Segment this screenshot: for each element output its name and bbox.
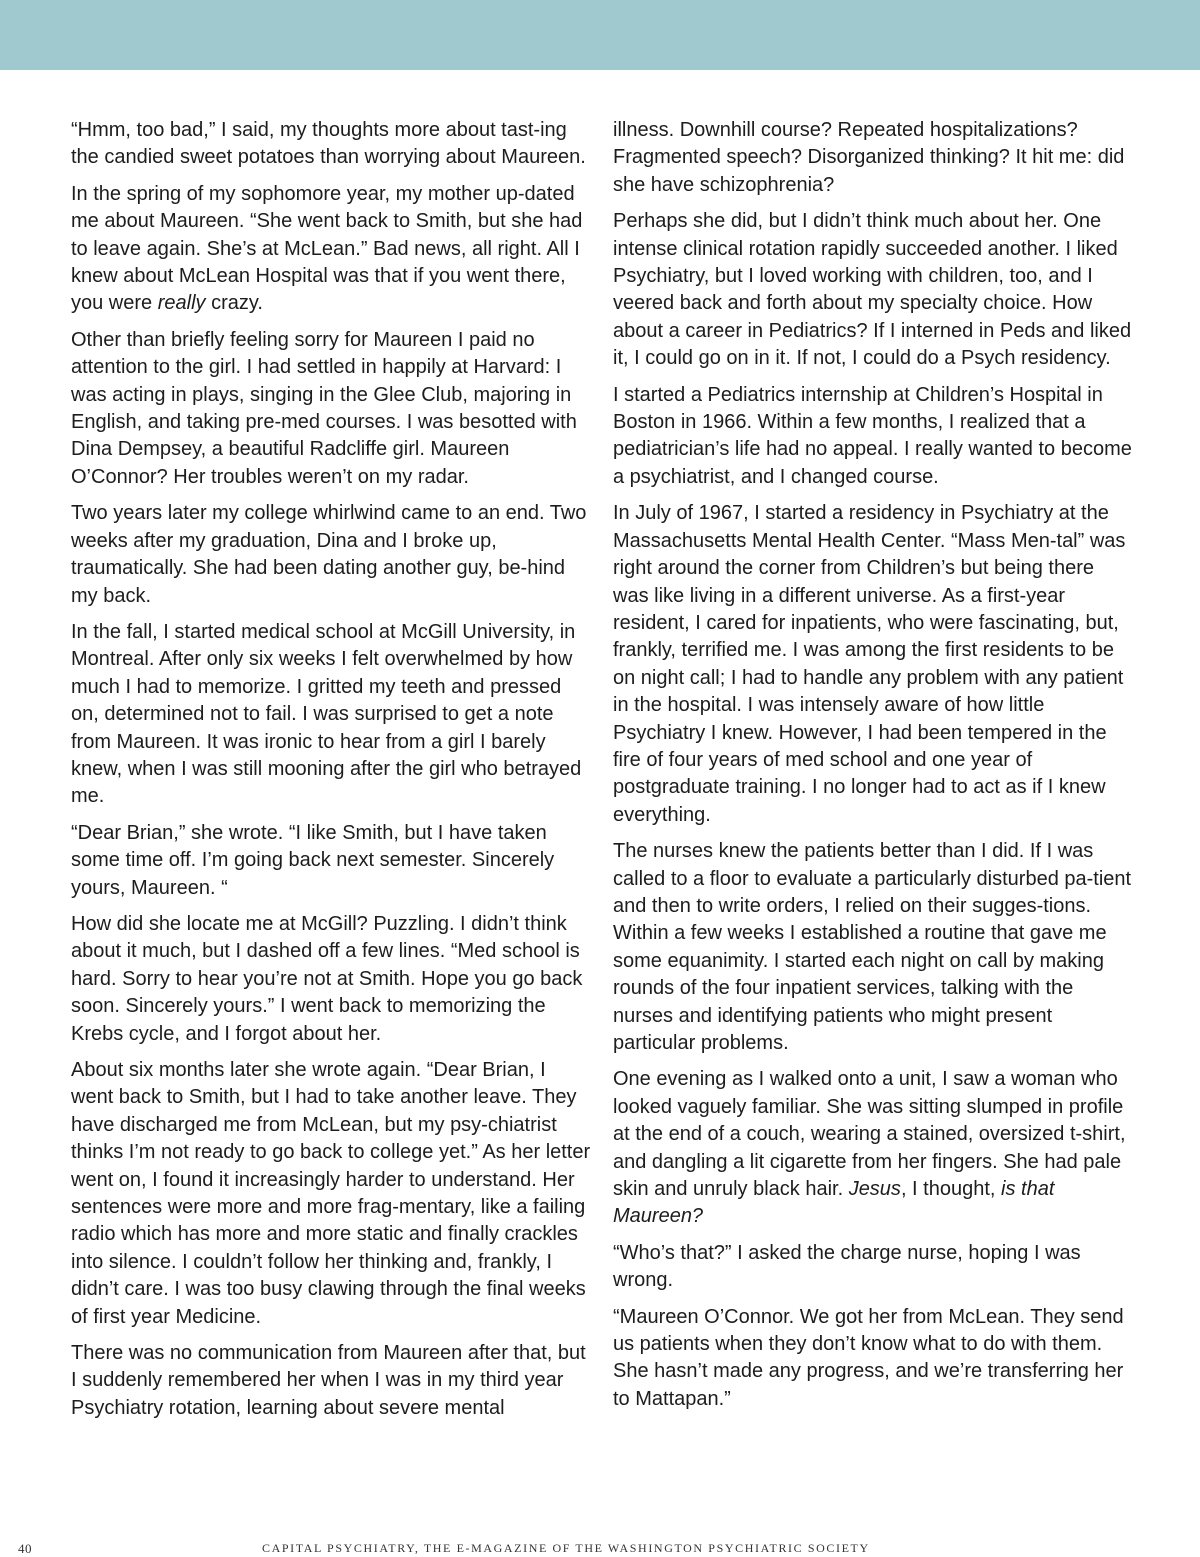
paragraph: In July of 1967, I started a residency in Psychiatry at the Massachusetts Mental Health Center. “Mass Men-tal” was right around the corner from Children’s but being there was like living in a different universe. As a first-year resident, I cared for inpatients, who were fascinating, but, frankly, terrified me. I was among the first residents to be on night call; I had to handle any problem with any patient in the hospital. I was intensely aware of how little Psychiatry I knew. However, I had been tempered in the fire of four years of med school and one year of postgraduate training. I no longer had to act as if I knew everything.: [613, 502, 1126, 826]
paragraph: [613, 1066, 1133, 1230]
paragraph: Other than briefly feeling sorry for Maureen I paid no attention to the girl. I had settled in happily at Harvard: I was acting in plays, singing in the Glee Club, majoring in English, and taking pre-med courses. I was besotted with Dina Dempsey, a beautiful Radcliffe girl. Maureen O’Connor? Her troubles weren’t on my radar.: [71, 328, 577, 488]
article-column-right: [613, 117, 1133, 1422]
paragraph: “Who’s that?” I asked the charge nurse, hoping I was wrong.: [613, 1241, 1081, 1292]
paragraph: “Hmm, too bad,” I said, my thoughts more about tast-ing the candied sweet potatoes than worrying about Maureen.: [71, 119, 586, 169]
header-color-band: [0, 0, 1200, 70]
page-number: 40: [18, 1541, 32, 1556]
article-column-left: [71, 117, 593, 1431]
paragraph: About six months later she wrote again. “Dear Brian, I went back to Smith, but I had to take another leave. They have discharged me from McLean, but my psy-chiatrist thinks I’m not ready to go back to college yet.” As her letter went on, I found it increasingly harder to understand. Her sentences were more and more frag-mentary, like a failing radio which has more and more static and finally crackles into silence. I couldn’t follow her thinking and, frankly, I didn’t care. I was too busy clawing through the final weeks of first year Medicine.: [71, 1059, 591, 1328]
paragraph: [71, 181, 593, 318]
paragraph: How did she locate me at McGill? Puzzling. I didn’t think about it much, but I dashed off a few lines. “Med school is hard. Sorry to hear you’re not at Smith. Hope you go back soon. Sincerely yours.” I went back to memorizing the Krebs cycle, and I forgot about her.: [71, 912, 583, 1045]
paragraph: “Maureen O’Connor. We got her from McLean. They send us patients when they don’t know what to do with them. She hasn’t made any progress, and we’re transferring her to Mattapan.”: [613, 1305, 1124, 1410]
paragraph: Perhaps she did, but I didn’t think much about her. One intense clinical rotation rapidly succeeded another. I liked Psychiatry, but I loved working with children, too, and I veered back and forth about my specialty choice. How about a career in Pediatrics? If I interned in Peds and liked it, I could go on in it. If not, I could do a Psych residency.: [613, 210, 1132, 370]
emphasis: is that Maureen?: [613, 1178, 1055, 1228]
paragraph: “Dear Brian,” she wrote. “I like Smith, but I have taken some time off. I’m going back next semester. Sincerely yours, Maureen. “: [71, 821, 555, 899]
paragraph: The nurses knew the patients better than I did. If I was called to a floor to evaluate a particularly disturbed pa-tient and then to write orders, I relied on their sugges-tions. Within a few weeks I established a routine that gave me some equanimity. I started each night on call by making rounds of the four inpatient services, talking with the nurses and identifying patients who might present particular problems.: [613, 840, 1132, 1054]
text-run: In the spring of my sophomore year, my mother up-dated me about Maureen. “She went back to Smith, but she had to leave again. She’s at McLean.” Bad news, all right. All I knew about McLean Hospital was that if you went there, you were: [71, 182, 583, 315]
emphasis: really: [157, 292, 206, 315]
paragraph: There was no communication from Maureen after that, but I suddenly remembered her when I was in my third year Psychiatry rotation, learning about severe mental: [71, 1342, 586, 1419]
text-run: , I thought,: [900, 1178, 1002, 1201]
publication-title: CAPITAL PSYCHIATRY, THE E-MAGAZINE OF THE WASHINGTON PSYCHIATRIC SOCIETY: [262, 1541, 870, 1555]
text-run: crazy.: [205, 292, 263, 315]
text-run: One evening as I walked onto a unit, I saw a woman who looked vaguely familiar. She was sitting slumped in profile at the end of a couch, wearing a stained, oversized t-shirt, and dangling a lit cigarette from her fingers. She had pale skin and unruly black hair.: [613, 1068, 1126, 1201]
paragraph: I started a Pediatrics internship at Children’s Hospital in Boston in 1966. Within a few months, I realized that a pediatrician’s life had no appeal. I really wanted to become a psychiatrist, and I changed course.: [613, 383, 1132, 488]
paragraph: illness. Downhill course? Repeated hospitalizations? Fragmented speech? Disorganized thinking? It hit me: did she have schizophrenia?: [613, 119, 1125, 196]
paragraph: In the fall, I started medical school at McGill University, in Montreal. After only six weeks I felt overwhelmed by how much I had to memorize. I gritted my teeth and pressed on, determined not to fail. I was surprised to get a note from Maureen. It was ironic to hear from a girl I barely knew, when I was still mooning after the girl who betrayed me.: [71, 620, 582, 808]
emphasis: Jesus: [848, 1178, 901, 1201]
paragraph: Two years later my college whirlwind came to an end. Two weeks after my graduation, Dina and I broke up, traumatically. She had been dating another guy, be-hind my back.: [71, 502, 587, 607]
